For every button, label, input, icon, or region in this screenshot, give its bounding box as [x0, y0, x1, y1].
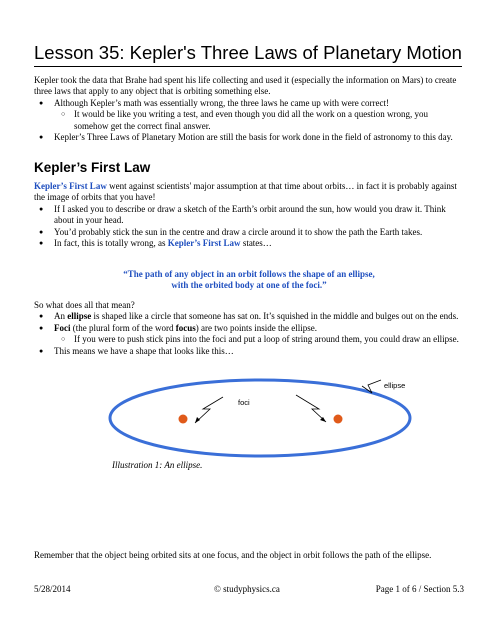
list-item: ● Foci (the plural form of the word focus) are two points inside the ellipse.	[39, 322, 317, 333]
footer-date: 5/28/2014	[34, 584, 71, 594]
ellipse-shape	[110, 380, 410, 456]
figure-caption: Illustration 1: An ellipse.	[112, 460, 203, 470]
list-item: ○ If you were to push stick pins into the foci and put a loop of string around them, you could draw an ellipse.	[61, 334, 459, 345]
list-item: ● This means we have a shape that looks like this…	[39, 345, 234, 356]
hollow-bullet-icon: ○	[61, 335, 66, 344]
first-law-paragraph: Kepler’s First Law went against scientists' major assumption at that time about orbits… in fact it is probably against the image of orbits that you have!	[34, 181, 457, 203]
ellipse-diagram	[100, 375, 430, 460]
list-item: ● An ellipse is shaped like a circle that someone has sat on. It’s squished in the middle and bulges out on the ends.	[39, 311, 459, 322]
bullet-icon: ●	[39, 98, 44, 107]
foci-pointer-left	[195, 397, 223, 423]
bullet-icon: ●	[39, 239, 44, 248]
explanation-section	[34, 300, 464, 357]
intro-paragraph: Kepler took the data that Brahe had spent his life collecting and used it (especially the information on Mars) to create three laws that apply to any object that is orbiting something else.	[34, 75, 457, 97]
first-law-section	[34, 181, 464, 249]
bullet-icon: ●	[39, 133, 44, 142]
first-law-list	[34, 204, 464, 250]
bullet-icon: ●	[39, 312, 44, 321]
section-heading: Kepler’s First Law	[34, 160, 151, 175]
explanation-question: So what does all that mean?	[34, 300, 135, 310]
list-item: ● If I asked you to describe or draw a sketch of the Earth’s orbit around the sun, how would you draw it. Think about in your head.	[39, 203, 446, 226]
list-item: ● Kepler’s Three Laws of Planetary Motion are still the basis for work done in the field of astronomy to this day.	[39, 132, 453, 143]
intro-list	[34, 98, 464, 144]
foci-arrowhead-left	[195, 417, 200, 423]
explanation-list	[34, 311, 464, 357]
footer-page-number: Page 1 of 6 / Section 5.3	[375, 584, 464, 594]
highlight-term: Kepler’s First Law	[34, 181, 107, 191]
closing-paragraph: Remember that the object being orbited sits at one focus, and the object in orbit follows the path of the ellipse.	[34, 550, 432, 560]
ellipse-label: ellipse	[384, 381, 406, 390]
bullet-icon: ●	[39, 227, 44, 236]
bullet-icon: ●	[39, 346, 44, 355]
hollow-bullet-icon: ○	[61, 110, 66, 119]
highlight-term: Kepler’s First Law	[167, 238, 241, 249]
law-quote: “The path of any object in an orbit follows the shape of an ellipse, with the orbited body at one of the foci.”	[123, 269, 375, 291]
bullet-icon: ●	[39, 323, 44, 332]
focus-point-right	[334, 415, 343, 424]
list-item: ● You’d probably stick the sun in the centre and draw a circle around it to show the path the Earth takes.	[39, 226, 423, 237]
list-item: ○ It would be like you writing a test, and even though you did all the work on a question wrong, you somehow get the correct final answer.	[61, 109, 428, 131]
footer-site: © studyphysics.ca	[214, 584, 280, 594]
list-item: ● In fact, this is totally wrong, as Kepler’s First Law states…	[39, 238, 272, 249]
foci-label: foci	[238, 398, 250, 407]
intro-section	[34, 75, 464, 143]
page-title: Lesson 35: Kepler's Three Laws of Planetary Motion	[34, 42, 462, 67]
bullet-icon: ●	[39, 204, 44, 213]
focus-point-left	[179, 415, 188, 424]
foci-pointer-right	[296, 395, 326, 422]
list-item: ● Although Kepler’s math was essentially wrong, the three laws he came up with were correct!	[39, 97, 389, 108]
